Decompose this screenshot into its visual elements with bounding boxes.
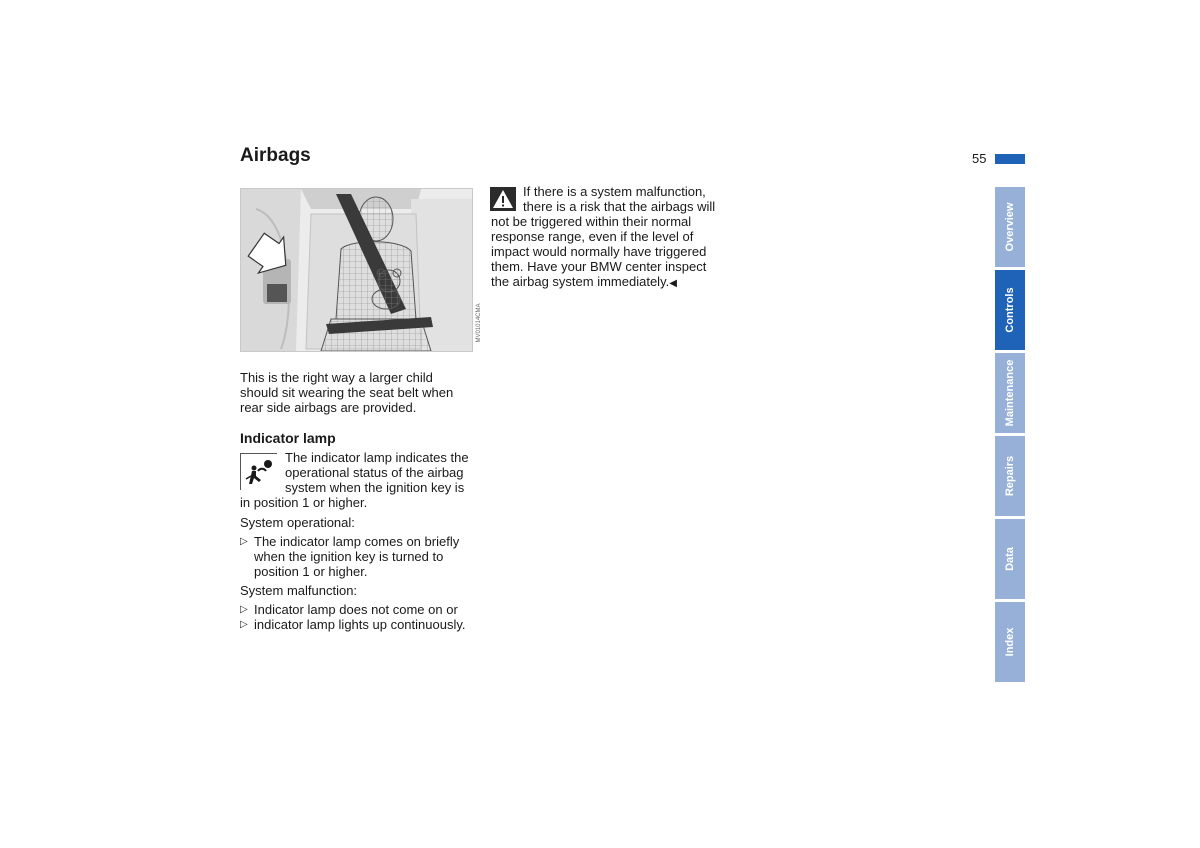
bullet-item bbox=[240, 602, 490, 617]
warning-line: response range, even if the level of bbox=[491, 229, 694, 244]
figure-code bbox=[474, 300, 484, 350]
tab-index[interactable] bbox=[995, 602, 1025, 682]
tab-data[interactable] bbox=[995, 519, 1025, 599]
caption-line: should sit wearing the seat belt when bbox=[240, 385, 454, 400]
indicator-desc-line: The indicator lamp indicates the bbox=[285, 450, 469, 465]
malfunction-label: System malfunction: bbox=[240, 583, 358, 598]
caption-line: rear side airbags are provided. bbox=[240, 400, 417, 415]
bullet-marker-icon: ▷ bbox=[240, 536, 248, 547]
tab-controls[interactable] bbox=[995, 270, 1025, 350]
indicator-desc-line: operational status of the airbag bbox=[285, 465, 464, 480]
bullet-marker-icon: ▷ bbox=[240, 619, 248, 630]
tab-overview[interactable] bbox=[995, 187, 1025, 267]
end-mark-icon: ◀ bbox=[669, 278, 677, 289]
indicator-desc-line: system when the ignition key is bbox=[285, 480, 465, 495]
warning-line-text: the airbag system immediately. bbox=[491, 274, 670, 289]
tab-label: Maintenance bbox=[1004, 359, 1016, 427]
warning-line-last bbox=[491, 274, 731, 291]
section-heading: Indicator lamp bbox=[240, 430, 336, 446]
bullet-line: position 1 or higher. bbox=[254, 564, 368, 579]
tab-repairs[interactable] bbox=[995, 436, 1025, 516]
bullet-line: Indicator lamp does not come on or bbox=[254, 602, 458, 617]
indicator-description bbox=[240, 450, 485, 510]
bullet-item bbox=[240, 617, 490, 632]
warning-text bbox=[491, 184, 731, 291]
bullet-line: indicator lamp lights up continuously. bbox=[254, 617, 466, 632]
child-seatbelt-illustration bbox=[240, 188, 473, 352]
tab-label: Index bbox=[1004, 627, 1016, 657]
tab-maintenance[interactable] bbox=[995, 353, 1025, 433]
page-number: 55 bbox=[972, 151, 987, 166]
warning-line: them. Have your BMW center inspect bbox=[491, 259, 707, 274]
tab-label: Controls bbox=[1004, 287, 1016, 333]
caption-line: This is the right way a larger child bbox=[240, 370, 433, 385]
page-number-bar bbox=[995, 154, 1025, 164]
bullet-line: when the ignition key is turned to bbox=[254, 549, 444, 564]
bullet-marker-icon: ▷ bbox=[240, 604, 248, 615]
page-title: Airbags bbox=[240, 145, 311, 166]
figure-code-label: MV01014CMA bbox=[476, 303, 482, 343]
tab-label: Overview bbox=[1004, 202, 1016, 252]
indicator-desc-line: in position 1 or higher. bbox=[240, 495, 368, 510]
bullet-line: The indicator lamp comes on briefly bbox=[254, 534, 460, 549]
tab-label: Data bbox=[1004, 547, 1016, 571]
warning-line: not be triggered within their normal bbox=[491, 214, 692, 229]
bullet-item bbox=[240, 534, 490, 579]
warning-line: If there is a system malfunction, bbox=[523, 184, 706, 199]
warning-line: impact would normally have triggered bbox=[491, 244, 707, 259]
tab-label: Repairs bbox=[1004, 455, 1016, 497]
figure-caption bbox=[240, 370, 480, 415]
warning-line: there is a risk that the airbags will bbox=[523, 199, 716, 214]
operational-label: System operational: bbox=[240, 515, 355, 530]
